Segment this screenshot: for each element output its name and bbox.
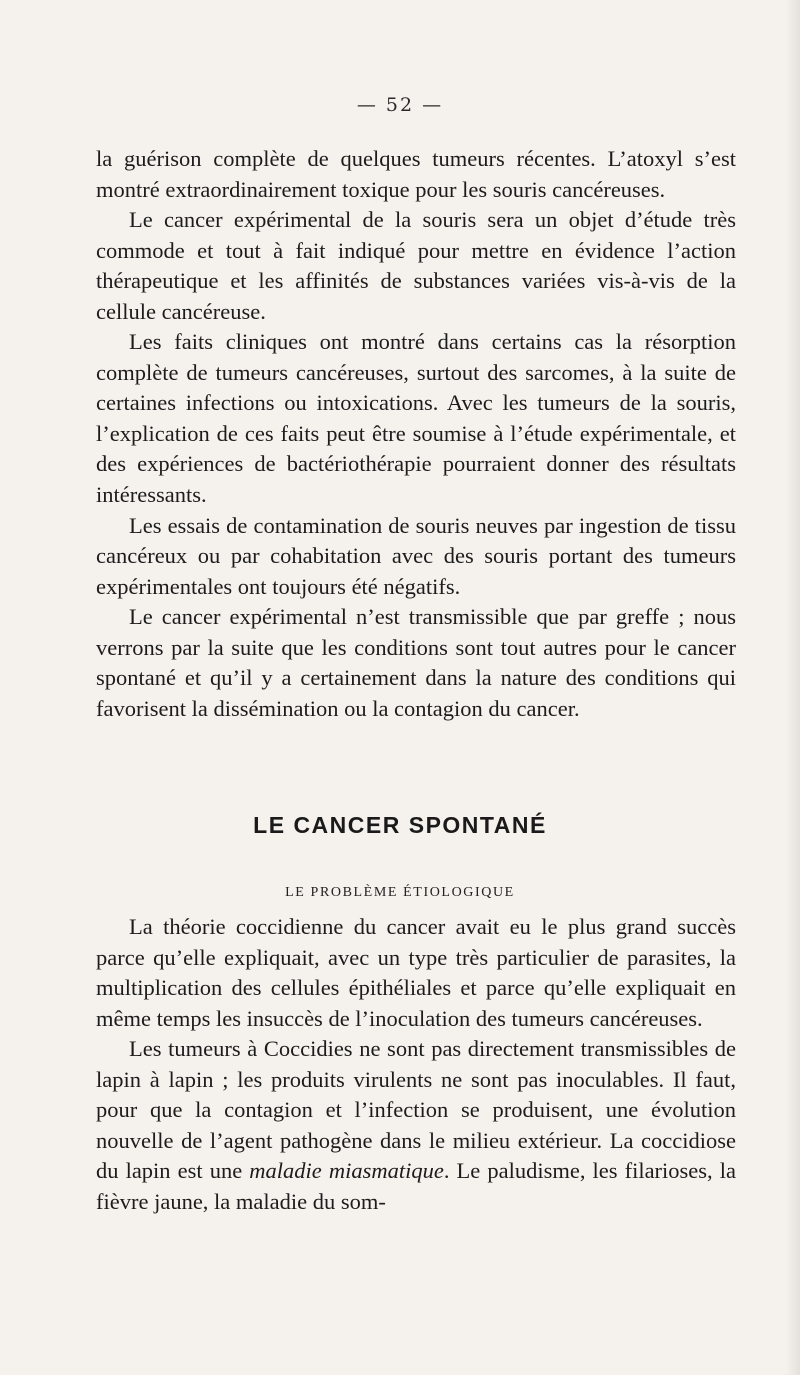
- section-heading: LE CANCER SPONTANÉ: [253, 812, 547, 838]
- paragraph: Le cancer expérimental n’est transmissible que par greffe ; nous verrons par la suite que les conditions sont tout autres pour le cancer spontané et qu’il y a certainement dans la nature des conditions qui favorisent la dissémination ou la contagion du cancer.: [96, 604, 736, 721]
- section-subheading: LE PROBLÈME ÉTIOLOGIQUE: [285, 885, 515, 900]
- page-edge-shadow: [786, 0, 800, 1375]
- italic-term: maladie miasmatique: [249, 1158, 444, 1184]
- paragraph-text: Les tumeurs à Coccidies ne sont pas directement transmissibles de lapin à lapin ; les produits virulents ne sont pas inoculables. Il faut, pour que la contagion et l’infection se produisent, une évolution nouvelle de l’agent pathogène dans le milieu extérieur. La coccidiose du lapin est une: [96, 1036, 736, 1184]
- body-text-bottom: [96, 912, 736, 1217]
- paragraph: [96, 1034, 736, 1217]
- paragraph: Les faits cliniques ont montré dans certains cas la résorption complète de tumeurs cancéreuses, surtout des sarcomes, à la suite de certaines infections ou intoxications. Avec les tumeurs de la souris, l’explication de ces faits peut être soumise à l’étude expérimentale, et des expériences de bactériothérapie pourraient donner des résultats intéressants.: [96, 329, 736, 508]
- paragraph-text: . Le paludisme, les filarioses, la fièvre jaune, la maladie du som-: [96, 1158, 736, 1214]
- page-number: — 52 —: [356, 94, 444, 116]
- paragraph: La théorie coccidienne du cancer avait eu le plus grand succès parce qu’elle expliquait, avec un type très particulier de parasites, la multiplication des cellules épithéliales et parce qu’elle expliquait en même temps les insuccès de l’inoculation des tumeurs cancéreuses.: [96, 914, 736, 1031]
- paragraph: Les essais de contamination de souris neuves par ingestion de tissu cancéreux ou par cohabitation avec des souris portant des tumeurs expérimentales ont toujours été négatifs.: [96, 512, 736, 599]
- paragraph: la guérison complète de quelques tumeurs récentes. L’atoxyl s’est montré extraordinairement toxique pour les souris cancéreuses.: [96, 146, 736, 202]
- paragraph: Le cancer expérimental de la souris sera un objet d’étude très commode et tout à fait indiqué pour mettre en évidence l’action thérapeutique et les affinités de substances variées vis-à-vis de la cellule cancéreuse.: [96, 207, 736, 324]
- body-text-top: [96, 144, 736, 724]
